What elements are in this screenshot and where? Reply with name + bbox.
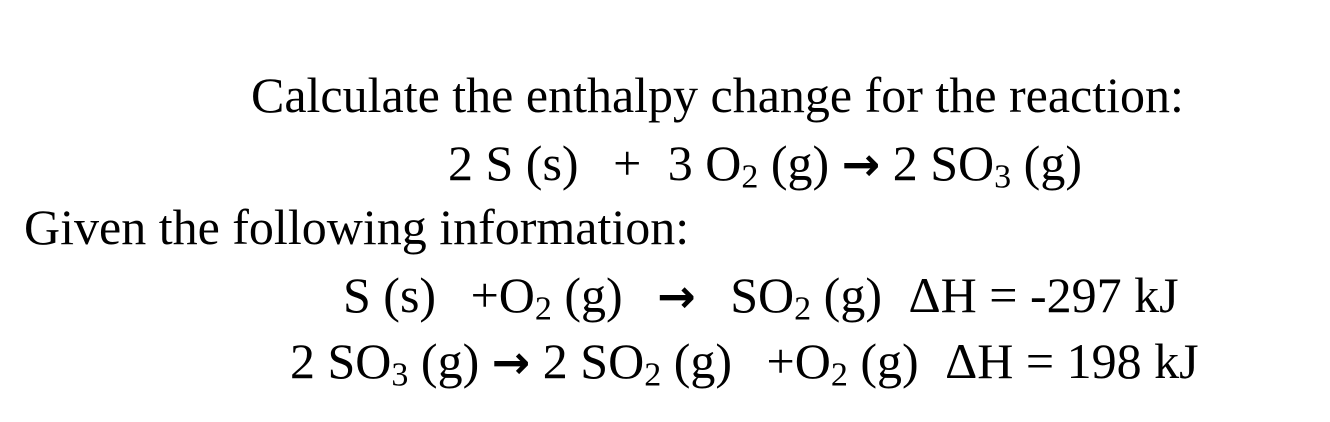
- eq1-so2-state: (g): [823, 267, 882, 323]
- eq2-so2-subscript: 2: [644, 356, 662, 394]
- eq2-oxygen: $O_2$: [794, 333, 848, 394]
- eq2-oxygen-subscript: 2: [830, 356, 848, 394]
- target-sulfur: S (s): [485, 135, 579, 191]
- eq2-so2-state: (g): [673, 333, 733, 389]
- given-equation-2: [290, 333, 1199, 394]
- target-so3-state: (g): [1023, 135, 1082, 191]
- eq1-arrow-icon: →: [657, 269, 696, 323]
- target-oxygen-state: (g): [770, 135, 830, 191]
- eq2-plus: +: [766, 333, 795, 389]
- eq1-oxygen: $O_2$: [498, 267, 552, 328]
- target-coef-o2: 3: [667, 135, 693, 191]
- eq1-plus: +: [470, 267, 499, 323]
- target-oxygen: $O_2$: [705, 135, 759, 196]
- question-title-text: Calculate the enthalpy change for the reaction:: [251, 67, 1184, 123]
- target-sulfur-trioxide: $SO_3$: [930, 135, 1012, 196]
- target-so3-subscript: 3: [994, 158, 1012, 196]
- eq1-sulfur: S (s): [343, 267, 437, 323]
- eq2-coef-so3: 2: [290, 333, 315, 389]
- eq2-oxygen-state: (g): [860, 333, 919, 389]
- eq2-enthalpy: ΔH = 198 kJ: [945, 333, 1199, 389]
- eq2-coef-so2: 2: [542, 333, 568, 389]
- target-reaction: [448, 135, 1082, 196]
- target-coef-so3: 2: [892, 135, 918, 191]
- eq2-arrow-icon: →: [491, 335, 531, 389]
- given-equation-1: [343, 267, 1179, 328]
- target-coef-s: 2: [448, 135, 473, 191]
- eq1-so2-subscript: 2: [794, 290, 812, 328]
- given-label-text: Given the following information:: [24, 199, 690, 255]
- question-title: [251, 67, 1184, 123]
- eq2-sulfur-dioxide: $SO_2$: [580, 333, 662, 394]
- eq2-so3-subscript: 3: [391, 356, 409, 394]
- target-arrow-icon: →: [841, 137, 881, 191]
- target-plus: +: [613, 135, 642, 191]
- eq1-enthalpy: ΔH = -297 kJ: [908, 267, 1179, 323]
- target-oxygen-subscript: 2: [741, 158, 759, 196]
- eq2-sulfur-trioxide: $SO_3$: [327, 333, 409, 394]
- eq1-sulfur-dioxide: $SO_2$: [730, 267, 812, 328]
- eq2-so3-state: (g): [420, 333, 480, 389]
- eq1-oxygen-state: (g): [564, 267, 623, 323]
- given-label: [24, 199, 690, 255]
- eq1-oxygen-subscript: 2: [534, 290, 552, 328]
